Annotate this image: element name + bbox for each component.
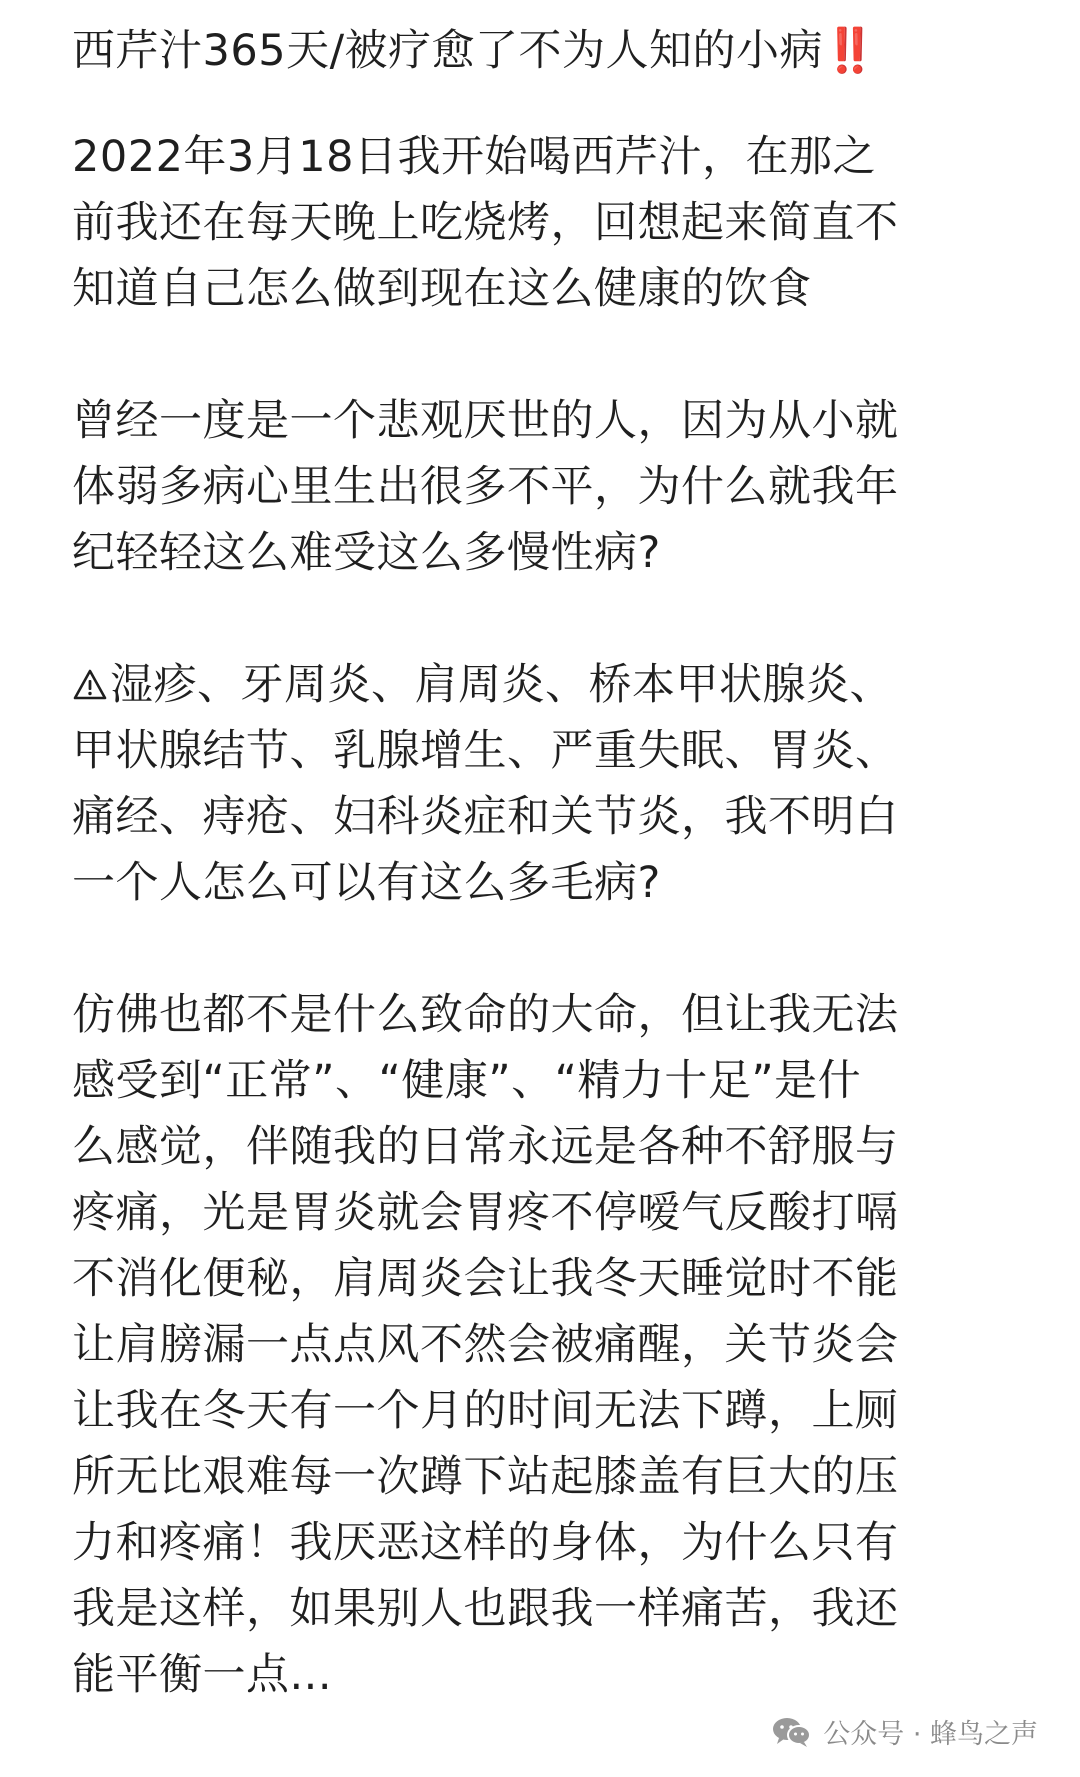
- title-text: 西芹汁365天/被疗愈了不为人知的小病: [72, 26, 824, 76]
- text-line: 体弱多病心里生出很多不平，为什么就我年: [72, 462, 899, 512]
- text-line: 让我在冬天有一个月的时间无法下蹲，上厕: [72, 1386, 899, 1436]
- double-exclamation-icon: ‼️: [823, 26, 878, 76]
- text-line: [72, 652, 1012, 718]
- text-line: 2022年3月18日我开始喝西芹汁，在那之: [72, 132, 877, 182]
- paragraph-3: [72, 652, 1012, 916]
- text-line: 能平衡一点...: [72, 1650, 333, 1700]
- paragraph-1: [72, 124, 1012, 322]
- text-line: 所无比艰难每一次蹲下站起膝盖有巨大的压: [72, 1452, 899, 1502]
- text-line: 纪轻轻这么难受这么多慢性病?: [72, 528, 661, 578]
- text-line-content: 湿疹、牙周炎、肩周炎、桥本甲状腺炎、: [110, 660, 893, 710]
- watermark: [771, 1712, 1038, 1751]
- text-line: 我是这样，如果别人也跟我一样痛苦，我还: [72, 1584, 899, 1634]
- text-line: 一个人怎么可以有这么多毛病?: [72, 858, 661, 908]
- text-line: 仿佛也都不是什么致命的大命，但让我无法: [72, 990, 899, 1040]
- text-line: 不消化便秘，肩周炎会让我冬天睡觉时不能: [72, 1254, 899, 1304]
- paragraph-4: [72, 982, 1012, 1708]
- article: [72, 18, 1012, 1774]
- text-line: 么感觉，伴随我的日常永远是各种不舒服与: [72, 1122, 899, 1172]
- article-title: [72, 18, 1012, 84]
- text-line: 痛经、痔疮、妇科炎症和关节炎，我不明白: [72, 792, 899, 842]
- paragraph-2: [72, 388, 1012, 586]
- warning-icon: [72, 667, 108, 703]
- watermark-text: 公众号 · 蜂鸟之声: [823, 1719, 1038, 1750]
- text-line: 前我还在每天晚上吃烧烤，回想起来简直不: [72, 198, 899, 248]
- wechat-icon: [771, 1716, 813, 1748]
- text-line: 力和疼痛！我厌恶这样的身体，为什么只有: [72, 1518, 899, 1568]
- text-line: 让肩膀漏一点点风不然会被痛醒，关节炎会: [72, 1320, 899, 1370]
- text-line: 知道自己怎么做到现在这么健康的饮食: [72, 264, 812, 314]
- text-line: 感受到“正常”、“健康”、“精力十足”是什: [72, 1056, 862, 1106]
- text-line: 疼痛，光是胃炎就会胃疼不停嗳气反酸打嗝: [72, 1188, 899, 1238]
- text-line: 曾经一度是一个悲观厌世的人，因为从小就: [72, 396, 899, 446]
- text-line: 甲状腺结节、乳腺增生、严重失眠、胃炎、: [72, 726, 899, 776]
